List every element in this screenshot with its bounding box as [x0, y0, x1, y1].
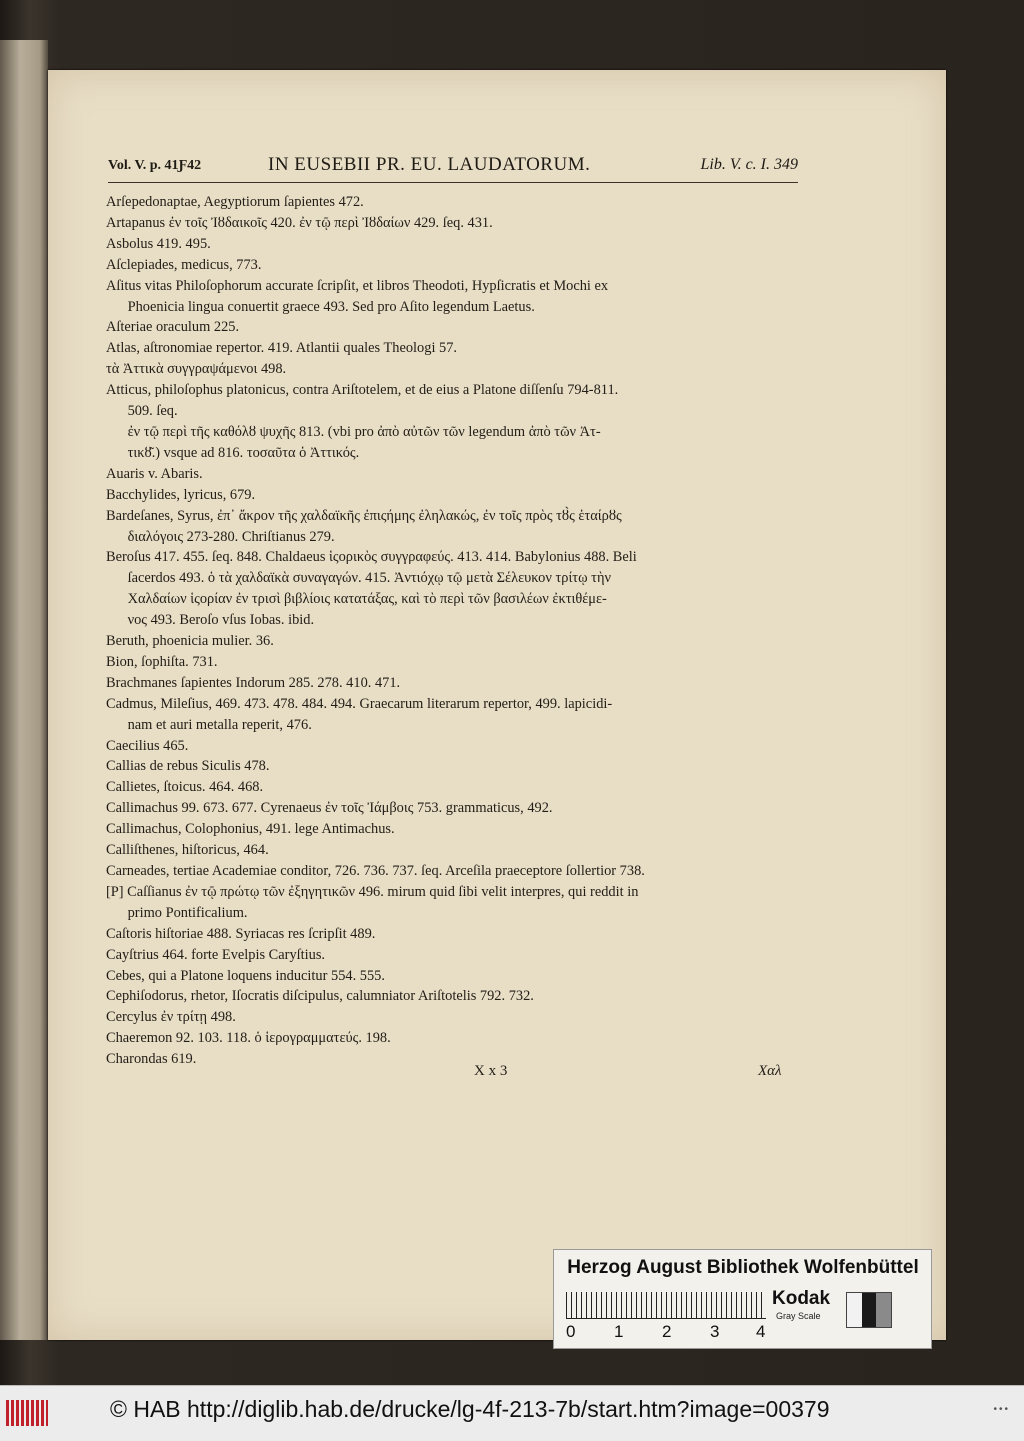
index-entry: Beruth, phoenicia mulier. 36. — [106, 633, 274, 650]
index-entry: nam et auri metalla reperit, 476. — [106, 716, 312, 733]
index-entry: Callimachus, Colophonius, 491. lege Antimachus. — [106, 821, 395, 838]
index-entries — [106, 192, 798, 1070]
index-entry: Callias de rebus Siculis 478. — [106, 758, 270, 775]
index-entry: Atlas, aſtronomiae repertor. 419. Atlantii quales Theologi 57. — [106, 340, 458, 357]
index-entry: Cadmus, Mileſius, 469. 473. 478. 484. 494. Graecarum literarum repertor, 499. lapicidi- — [106, 695, 613, 712]
gray-scale-patches — [846, 1292, 892, 1328]
gray-patch — [876, 1293, 891, 1327]
index-entry: ἐν τῷ περὶ τῆς καθόλȣ ψυχῆς 813. (vbi pro ἀπὸ αὐτῶν τῶν legendum ἀπὸ τῶν Ἀτ- — [106, 423, 601, 440]
index-entry: Caſtoris hiſtoriae 488. Syriacas res ſcripſit 489. — [106, 925, 376, 942]
index-entry: Bacchylides, lyricus, 679. — [106, 486, 256, 503]
more-icon: ••• — [993, 1404, 1010, 1415]
ruler-number: 1 — [614, 1322, 624, 1341]
index-entry: Cayſtrius 464. forte Evelpis Caryſtius. — [106, 946, 326, 963]
index-entry: 509. ſeq. — [106, 403, 178, 420]
index-entry: Beroſus 417. 455. ſeq. 848. Chaldaeus ἱςορικὸς συγγραφεύς. 413. 414. Babylonius 488. Beli — [106, 549, 637, 566]
copyright-url[interactable]: © HAB http://diglib.hab.de/drucke/lg-4f-213-7b/start.htm?image=00379 — [110, 1396, 830, 1422]
gray-scale-label: Gray Scale — [776, 1311, 821, 1321]
facing-page-edge — [0, 40, 48, 1340]
gray-patch — [847, 1293, 862, 1327]
index-entry: Aſclepiades, medicus, 773. — [106, 256, 262, 273]
index-entry: Chaeremon 92. 103. 118. ὁ ἱερογραμματεύς. 198. — [106, 1030, 391, 1047]
index-entry: Callietes, ſtoicus. 464. 468. — [106, 779, 264, 796]
running-head-title: IN EUSEBII PR. EU. LAUDATORUM. — [268, 154, 591, 175]
index-entry: Atticus, philoſophus platonicus, contra Ariſtotelem, et de eius a Platone diſſenſu 794-811. — [106, 382, 619, 399]
header-rule — [108, 182, 798, 183]
library-name: Herzog August Bibliothek Wolfenbüttel — [567, 1257, 919, 1278]
hab-logo-icon — [6, 1400, 48, 1426]
index-entry: [P] Caſſianus ἐν τῷ πρώτῳ τῶν ἐξηγητικῶν 496. mirum quid ſibi velit interpres, qui reddit in — [106, 883, 639, 900]
library-label-card — [553, 1249, 932, 1349]
index-entry: Arſepedonaptae, Aegyptiorum ſapientes 472. — [106, 194, 364, 210]
index-entry: διαλόγοις 273-280. Chriſtianus 279. — [106, 528, 335, 545]
index-entry: Caecilius 465. — [106, 737, 189, 754]
index-entry: Bion, ſophiſta. 731. — [106, 653, 218, 670]
index-entry: Auaris v. Abaris. — [106, 465, 203, 482]
catchword: Χαλ — [758, 1063, 782, 1079]
running-head-reference: Vol. V. p. 41Ƒ42 — [108, 158, 202, 173]
index-entry: Artapanus ἐν τοῖς Ἰȣδαικοῖς 420. ἐν τῷ περὶ Ἰȣδαίων 429. ſeq. 431. — [106, 214, 493, 231]
index-entry: Χαλδαίων ἱςορίαν ἐν τρισὶ βιβλίοις κατατάξας, καὶ τὸ περὶ τῶν βασιλέων ἐκτιθέμε- — [106, 591, 607, 608]
index-entry: Cebes, qui a Platone loquens inducitur 554. 555. — [106, 967, 385, 984]
index-entry: Aſteriae oraculum 225. — [106, 319, 240, 336]
ruler-number: 4 — [756, 1322, 766, 1341]
signature-mark: X x 3 — [474, 1063, 508, 1079]
index-entry: Brachmanes ſapientes Indorum 285. 278. 410. 471. — [106, 674, 401, 691]
index-entry: Carneades, tertiae Academiae conditor, 726. 736. 737. ſeq. Arceſila praeceptore ſollertior 738. — [106, 863, 645, 879]
index-entry: Charondas 619. — [106, 1051, 197, 1068]
ruler-number: 0 — [566, 1322, 576, 1341]
footer-bar — [0, 1385, 1024, 1441]
index-entry: Cephiſodorus, rhetor, Iſocratis diſcipulus, calumniator Ariſtotelis 792. 732. — [106, 988, 534, 1005]
index-entry: Phoenicia lingua conuertit graece 493. Sed pro Aſito legendum Laetus. — [106, 298, 535, 315]
index-entry: Calliſthenes, hiſtoricus, 464. — [106, 842, 269, 859]
running-head-page: Lib. V. c. I. 349 — [700, 156, 798, 173]
ruler-number: 3 — [710, 1322, 720, 1341]
index-entry: ſacerdos 493. ὁ τὰ χαλδαϊκὰ συναγαγών. 415. Ἀντιόχῳ τῷ μετὰ Σέλευκον τρίτῳ τὴν — [106, 570, 611, 587]
kodak-logo: Kodak — [772, 1288, 831, 1309]
index-entry: Callimachus 99. 673. 677. Cyrenaeus ἐν τοῖς Ἰάμβοις 753. grammaticus, 492. — [106, 800, 553, 817]
index-entry: Asbolus 419. 495. — [106, 235, 211, 252]
index-entry: Cercylus ἐν τρίτῃ 498. — [106, 1009, 236, 1026]
index-entry: νος 493. Beroſo vſus Iobas. ibid. — [106, 612, 315, 629]
index-entry: primo Pontificalium. — [106, 904, 248, 921]
index-entry: Bardeſanes, Syrus, ἐπ᾽ ἄκρον τῆς χαλδαϊκῆς ἐπιςήμης ἐληλακώς, ἐν τοῖς πρὸς τȣ̀ς ἑταίρȣς — [106, 507, 622, 524]
index-entry: τὰ Ἀττικὰ συγγραψάμενοι 498. — [106, 361, 287, 378]
scale-ruler — [566, 1292, 766, 1319]
index-entry: τικȣ͂.) vsque ad 816. τοσαῦτα ὁ Ἀττικός. — [106, 444, 360, 461]
ruler-number: 2 — [662, 1322, 672, 1341]
index-entry: Aſitus vitas Philoſophorum accurate ſcripſit, et libros Theodoti, Hypſicratis et Mochi ex — [106, 277, 609, 294]
gray-patch — [862, 1293, 877, 1327]
